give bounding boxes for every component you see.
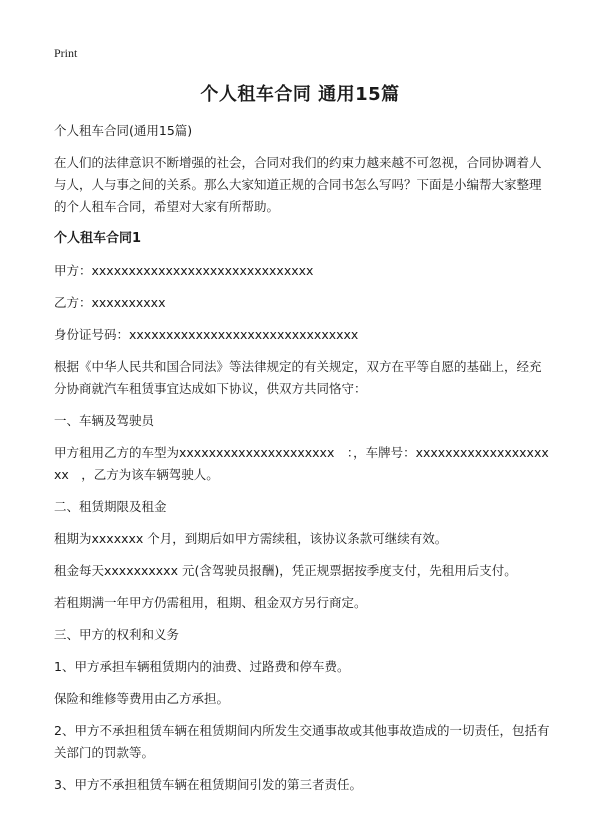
clause-3-item-1b: 保险和维修等费用由乙方承担。 — [54, 691, 230, 706]
document-subtitle: 个人租车合同(通用15篇) — [54, 123, 193, 138]
clause-3-item-1: 1、甲方承担车辆租赁期内的油费、过路费和停车费。 — [54, 659, 350, 674]
intro-paragraph: 在人们的法律意识不断增强的社会，合同对我们的约束力越来越不可忽视，合同协调着人与人，人与事之间的关系。那么大家知道正规的合同书怎么写吗？下面是小编帮大家整理的个人租车合同，希望对大家有所帮助。 — [54, 155, 542, 214]
clause-2-renewal: 若租期满一年甲方仍需租用，租期、租金双方另行商定。 — [54, 595, 367, 610]
party-b-line: 乙方：xxxxxxxxxx — [54, 295, 166, 310]
clause-2-rent: 租金每天xxxxxxxxxx 元(含驾驶员报酬)，凭正规票据按季度支付，先租用后支付。 — [54, 563, 517, 578]
clause-3-item-2: 2、甲方不承担租赁车辆在租赁期间内所发生交通事故或其他事故造成的一切责任，包括有关部门的罚款等。 — [54, 723, 550, 760]
clause-3-title: 三、甲方的权利和义务 — [54, 627, 180, 642]
document-body — [54, 120, 550, 806]
document-title: 个人租车合同 通用15篇 — [200, 84, 400, 105]
preamble-paragraph: 根据《中华人民共和国合同法》等法律规定的有关规定，双方在平等自愿的基础上，经充分协商就汽车租赁事宜达成如下协议，供双方共同恪守： — [54, 359, 542, 396]
id-number-line: 身份证号码：xxxxxxxxxxxxxxxxxxxxxxxxxxxxxxx — [54, 327, 359, 342]
clause-1-title: 一、车辆及驾驶员 — [54, 413, 155, 428]
party-a-line: 甲方：xxxxxxxxxxxxxxxxxxxxxxxxxxxxxx — [54, 263, 314, 278]
clause-3-item-3: 3、甲方不承担租赁车辆在租赁期间引发的第三者责任。 — [54, 777, 362, 792]
print-link[interactable]: Print — [54, 46, 78, 60]
clause-2-term: 租期为xxxxxxx 个月，到期后如甲方需续租，该协议条款可继续有效。 — [54, 531, 448, 546]
clause-2-title: 二、租赁期限及租金 — [54, 499, 167, 514]
clause-1-text: 甲方租用乙方的车型为xxxxxxxxxxxxxxxxxxxxx ：，车牌号：xxxxxxxxxxxxxxxxxxxx ，乙方为该车辆驾驶人。 — [54, 445, 549, 482]
section-heading: 个人租车合同1 — [54, 231, 142, 246]
